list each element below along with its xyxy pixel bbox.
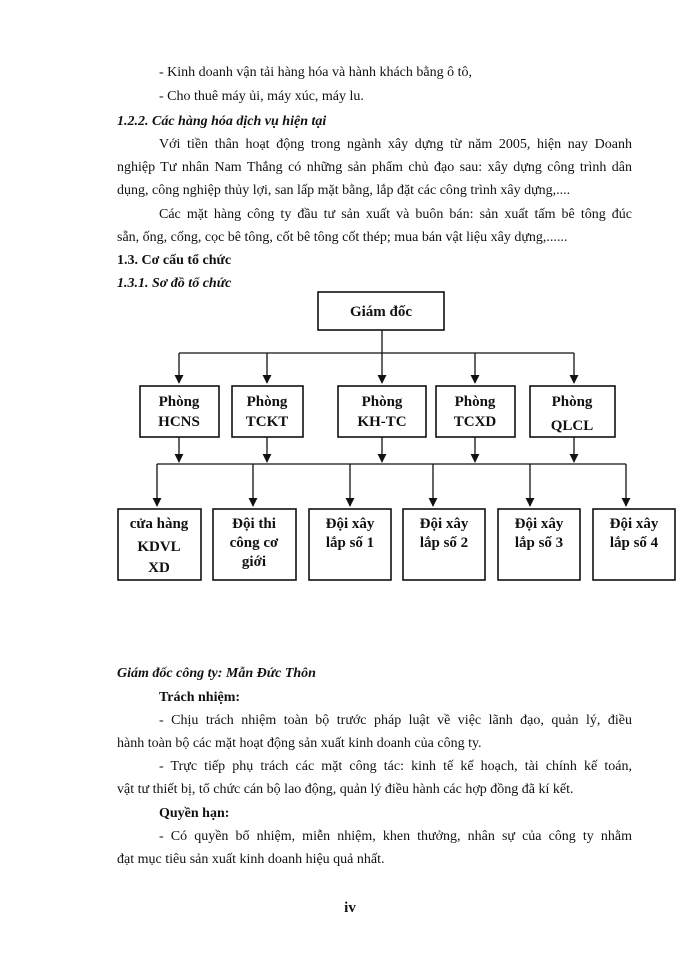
authority-heading: Quyền hạn: bbox=[159, 806, 230, 821]
dept-tckt-line2: TCKT bbox=[245, 414, 289, 430]
box-unit-machinery bbox=[213, 509, 296, 580]
para1-line2: nghiệp Tư nhân Nam Thắng có những sản phẩm chủ đạo sau: xây dựng công trình dân bbox=[117, 160, 632, 175]
unit-machinery-line2: công cơ bbox=[229, 535, 279, 551]
unit-team4-line2: lắp số 4 bbox=[609, 535, 659, 551]
unit-machinery-line1: Đội thi bbox=[232, 516, 276, 532]
dept-tcxd-line2: TCXD bbox=[453, 414, 497, 430]
unit-team3-line2: lắp số 3 bbox=[514, 535, 564, 551]
dept-khtc-line2: KH-TC bbox=[357, 414, 407, 430]
unit-store-line1: cửa hàng bbox=[129, 516, 189, 532]
resp1-line2: hành toàn bộ các mặt hoạt động sản xuất kinh doanh của công ty. bbox=[117, 736, 482, 751]
unit-team2-line2: lắp số 2 bbox=[419, 535, 469, 551]
dept-tckt-line1: Phòng bbox=[246, 394, 288, 410]
dept-hcns-line2: HCNS bbox=[158, 414, 200, 430]
box-dept-tckt bbox=[232, 386, 303, 437]
heading-13: 1.3. Cơ cấu tổ chức bbox=[117, 253, 232, 268]
dept-qlcl-line1: Phòng bbox=[551, 394, 593, 410]
dept-khtc-line1: Phòng bbox=[361, 394, 403, 410]
box-director-label: Giám đốc bbox=[349, 304, 413, 320]
unit-store-line3: XD bbox=[148, 560, 170, 576]
heading-122: 1.2.2. Các hàng hóa dịch vụ hiện tại bbox=[117, 114, 327, 129]
unit-machinery-line3: giới bbox=[241, 554, 267, 570]
connectors-departments bbox=[157, 437, 626, 506]
para1-line3: dụng, công nghiệp thủy lợi, san lấp mặt bằng, lắp đặt các công trình xây dựng,.... bbox=[117, 183, 571, 198]
heading-131: 1.3.1. Sơ đồ tổ chức bbox=[117, 276, 232, 291]
unit-team4-line1: Đội xây bbox=[609, 516, 659, 532]
box-dept-hcns bbox=[140, 386, 219, 437]
resp2-line1: - Trực tiếp phụ trách các mặt công tác: kinh tế kế hoạch, tài chính kế toán, bbox=[159, 759, 632, 774]
box-dept-tcxd bbox=[436, 386, 515, 437]
dept-qlcl-line2: QLCL bbox=[550, 418, 594, 434]
box-unit-team2 bbox=[403, 509, 485, 580]
unit-team1-line1: Đội xây bbox=[325, 516, 375, 532]
box-dept-qlcl bbox=[530, 386, 615, 437]
box-unit-team4 bbox=[593, 509, 675, 580]
resp1-line1: - Chịu trách nhiệm toàn bộ trước pháp luật về việc lãnh đạo, quản lý, điều bbox=[159, 713, 632, 728]
auth1-line1: - Có quyền bổ nhiệm, miễn nhiệm, khen thưởng, nhân sự của công ty nhằm bbox=[159, 829, 632, 844]
bullet-transport: - Kinh doanh vận tải hàng hóa và hành khách bằng ô tô, bbox=[159, 65, 472, 80]
unit-team2-line1: Đội xây bbox=[419, 516, 469, 532]
para2-line1: Các mặt hàng công ty đầu tư sản xuất và buôn bán: sản xuất tấm bê tông đúc bbox=[159, 207, 632, 222]
unit-store-line2: KDVL bbox=[137, 539, 181, 555]
box-unit-team1 bbox=[309, 509, 391, 580]
auth1-line2: đạt mục tiêu sản xuất kinh doanh hiệu quả nhất. bbox=[117, 852, 385, 867]
page-number: iv bbox=[344, 900, 356, 916]
responsibility-heading: Trách nhiệm: bbox=[159, 690, 241, 705]
box-director bbox=[318, 292, 444, 330]
para2-line2: sẵn, ống, cống, cọc bê tông, cốt bê tông cốt thép; mua bán vật liệu xây dựng,...... bbox=[117, 230, 568, 245]
dept-tcxd-line1: Phòng bbox=[454, 394, 496, 410]
dept-hcns-line1: Phòng bbox=[158, 394, 200, 410]
para1-line1: Với tiền thân hoạt động trong ngành xây dựng từ năm 2005, hiện nay Doanh bbox=[159, 137, 632, 152]
director-title: Giám đốc công ty: Mẫn Đức Thôn bbox=[117, 666, 316, 681]
box-unit-team3 bbox=[498, 509, 580, 580]
bullet-rental: - Cho thuê máy ủi, máy xúc, máy lu. bbox=[159, 89, 364, 104]
resp2-line2: vật tư thiết bị, tổ chức cán bộ lao động, quản lý điều hành các hợp đồng đã kí kết. bbox=[117, 782, 574, 797]
box-dept-khtc bbox=[338, 386, 426, 437]
box-unit-store bbox=[118, 509, 201, 580]
unit-team3-line1: Đội xây bbox=[514, 516, 564, 532]
connectors-director bbox=[179, 330, 574, 383]
unit-team1-line2: lắp số 1 bbox=[325, 535, 375, 551]
